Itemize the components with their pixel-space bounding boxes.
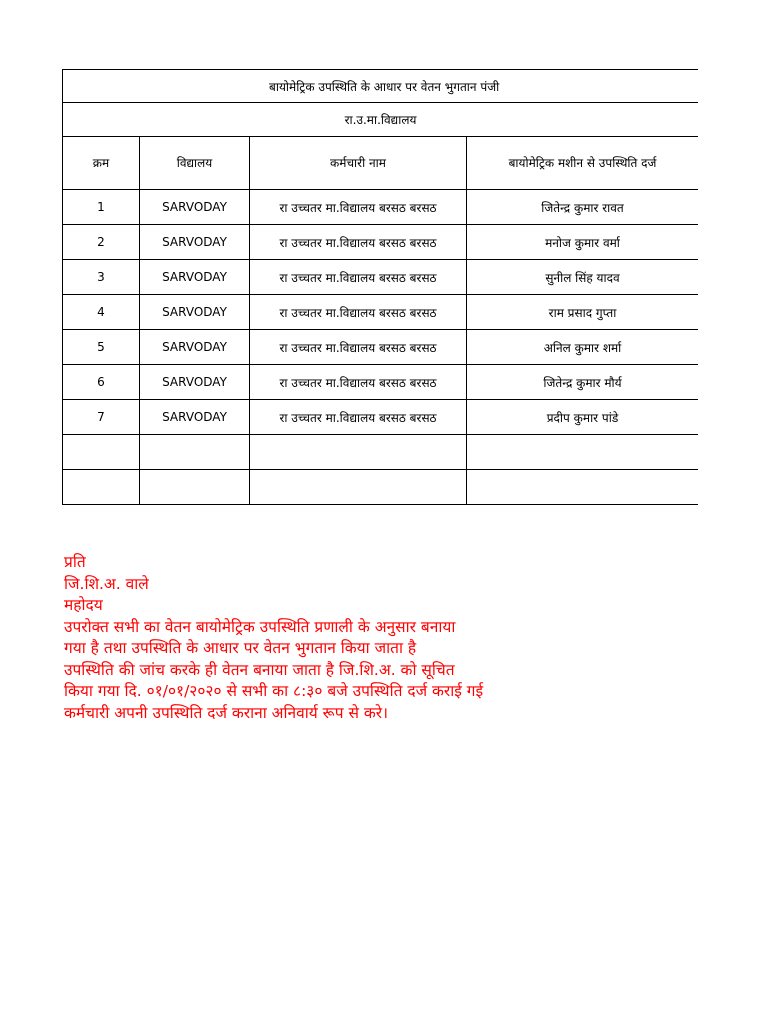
subtitle-row bbox=[63, 103, 699, 137]
office-cell: रा उच्चतर मा.विद्यालय बरसठ बरसठ bbox=[250, 225, 467, 260]
table-subtitle: रा.उ.मा.विद्यालय bbox=[63, 103, 699, 137]
school-cell: SARVODAY bbox=[140, 365, 250, 400]
serial-cell: 3 bbox=[63, 260, 140, 295]
note-line: महोदय bbox=[64, 596, 103, 614]
serial-cell: 2 bbox=[63, 225, 140, 260]
table-row bbox=[63, 470, 699, 505]
header-name: बायोमेट्रिक मशीन से उपस्थिति दर्ज bbox=[467, 137, 699, 190]
title-row bbox=[63, 70, 699, 103]
table-row bbox=[63, 190, 699, 225]
note-line: गया है तथा उपस्थिति के आधार पर वेतन भुगतान किया जाता है bbox=[64, 639, 417, 657]
school-cell: SARVODAY bbox=[140, 400, 250, 435]
name-cell: अनिल कुमार शर्मा bbox=[467, 330, 699, 365]
table-title: बायोमेट्रिक उपस्थिति के आधार पर वेतन भुगतान पंजी bbox=[63, 70, 699, 103]
serial-cell: 7 bbox=[63, 400, 140, 435]
header-school: विद्यालय bbox=[140, 137, 250, 190]
office-cell: रा उच्चतर मा.विद्यालय बरसठ बरसठ bbox=[250, 365, 467, 400]
table-row bbox=[63, 330, 699, 365]
school-cell bbox=[140, 435, 250, 470]
serial-cell: 5 bbox=[63, 330, 140, 365]
name-cell: राम प्रसाद गुप्ता bbox=[467, 295, 699, 330]
office-cell bbox=[250, 470, 467, 505]
school-cell: SARVODAY bbox=[140, 260, 250, 295]
office-cell: रा उच्चतर मा.विद्यालय बरसठ बरसठ bbox=[250, 295, 467, 330]
office-cell bbox=[250, 435, 467, 470]
office-cell: रा उच्चतर मा.विद्यालय बरसठ बरसठ bbox=[250, 400, 467, 435]
serial-cell: 6 bbox=[63, 365, 140, 400]
header-serial: क्रम bbox=[63, 137, 140, 190]
office-cell: रा उच्चतर मा.विद्यालय बरसठ बरसठ bbox=[250, 260, 467, 295]
school-cell: SARVODAY bbox=[140, 225, 250, 260]
header-row bbox=[63, 137, 699, 190]
note-line: कर्मचारी अपनी उपस्थिति दर्ज कराना अनिवार्य रूप से करे। bbox=[64, 703, 388, 722]
note-line: उपरोक्त सभी का वेतन बायोमेट्रिक उपस्थिति प्रणाली के अनुसार बनाया bbox=[64, 617, 456, 636]
name-cell: जितेन्द्र कुमार रावत bbox=[467, 190, 699, 225]
serial-cell bbox=[63, 470, 140, 505]
table-row bbox=[63, 225, 699, 260]
table-row bbox=[63, 365, 699, 400]
school-cell: SARVODAY bbox=[140, 330, 250, 365]
school-cell bbox=[140, 470, 250, 505]
note-line: उपस्थिति की जांच करके ही वेतन बनाया जाता है जि.शि.अ. को सूचित bbox=[64, 660, 455, 679]
name-cell: मनोज कुमार वर्मा bbox=[467, 225, 699, 260]
note-line: प्रति bbox=[64, 553, 86, 571]
table-row bbox=[63, 260, 699, 295]
serial-cell: 4 bbox=[63, 295, 140, 330]
school-cell: SARVODAY bbox=[140, 295, 250, 330]
name-cell bbox=[467, 435, 699, 470]
header-office: कर्मचारी नाम bbox=[250, 137, 467, 190]
serial-cell bbox=[63, 435, 140, 470]
name-cell: जितेन्द्र कुमार मौर्य bbox=[467, 365, 699, 400]
table-row bbox=[63, 435, 699, 470]
red-note bbox=[64, 552, 698, 724]
name-cell bbox=[467, 470, 699, 505]
name-cell: सुनील सिंह यादव bbox=[467, 260, 699, 295]
table-row bbox=[63, 295, 699, 330]
note-line: जि.शि.अ. वाले bbox=[64, 574, 149, 593]
serial-cell: 1 bbox=[63, 190, 140, 225]
data-table bbox=[62, 69, 698, 505]
office-cell: रा उच्चतर मा.विद्यालय बरसठ बरसठ bbox=[250, 190, 467, 225]
name-cell: प्रदीप कुमार पांडे bbox=[467, 400, 699, 435]
office-cell: रा उच्चतर मा.विद्यालय बरसठ बरसठ bbox=[250, 330, 467, 365]
school-cell: SARVODAY bbox=[140, 190, 250, 225]
note-line: किया गया दि. ०१/०१/२०२० से सभी का ८:३० बजे उपस्थिति दर्ज कराई गई bbox=[64, 682, 484, 700]
table-row bbox=[63, 400, 699, 435]
